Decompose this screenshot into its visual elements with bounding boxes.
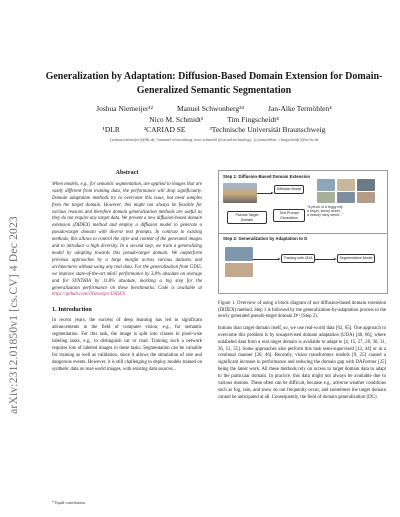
affiliation: ²CARIAD SE xyxy=(143,125,186,134)
arrow xyxy=(314,259,335,260)
left-column xyxy=(52,170,202,373)
abstract-heading: Abstract xyxy=(115,169,139,176)
author-emails: {joshua.niemeijer}@dlr.de, {manuel.schwonberg, nico.schmidt}@cariad.technology, {j.termoehlen, t.fingscheidt}@tu-bs.de xyxy=(109,136,319,142)
arrow xyxy=(253,259,279,260)
author-name: Tim Fingscheidt⁴ xyxy=(227,114,279,124)
arxiv-stamp-text: arXiv:2312.01850v1 [cs.CV] 4 Dec 2023 xyxy=(8,216,20,414)
prompt-examples xyxy=(307,205,383,218)
text-prompt-generation-box: Text Prompt Generation xyxy=(273,209,305,222)
figure-divider xyxy=(219,233,387,234)
source-thumbnail xyxy=(225,263,253,277)
author-name: Nico M. Schmidt³ xyxy=(149,114,204,124)
author-name: Manuel Schwonberg³⁴ xyxy=(176,104,244,113)
generated-image-thumbnail xyxy=(317,192,335,203)
generated-image-thumbnail xyxy=(317,179,335,191)
figure-1 xyxy=(218,170,388,294)
pseudo-target-thumbnail xyxy=(225,247,253,261)
arrow-head xyxy=(271,192,274,194)
section-heading-introduction: 1. Introduction xyxy=(52,306,92,314)
right-column xyxy=(218,170,386,402)
prompt-line: a bright, sunny street, xyxy=(307,209,341,214)
arrow-head xyxy=(278,258,281,260)
generated-image-thumbnail xyxy=(337,192,355,203)
author-name: Joshua Niemeijer¹² xyxy=(96,104,153,113)
diffusion-model-box: Diffusion Model xyxy=(274,185,304,194)
prompt-line: "A photo of a foggy city xyxy=(307,205,343,209)
affiliation: ³Technische Universität Braunschweig xyxy=(209,125,326,134)
affiliation: ¹DLR xyxy=(102,125,120,134)
paper-title: Generalization by Adaptation: Diffusion-Based Domain Extension for Domain-Generalized Semantic Segmentation xyxy=(45,71,383,96)
generated-image-thumbnail xyxy=(357,192,375,203)
figure-caption: Figure 1. Overview of using a block diagram of our diffusion-based domain extension (DIDEX) method. Step 1 is followed by the generalization-by-adaptation process to the newly generated pseudo-target domain Dᵀʸ (Step 2). xyxy=(218,301,386,320)
arrow xyxy=(257,193,272,194)
generated-image-thumbnail xyxy=(357,179,375,191)
author-block xyxy=(40,104,388,143)
abstract-body: When models, e.g., for semantic segmentation, are applied to images that are vastly different from training data, the performance will drop significantly. Domain adaptation methods try to overcome this issue, but need samples from the target domain. However, this might not always be feasible for various reasons and therefore domain generalization methods are useful as they do not require any target data. We present a new diffusion-based domain extension (DIDEX) method and employ a diffusion model to generate a pseudo-target domain with diverse text prompts. In contrast to existing methods, this allows to control the style and content of the generated images and to introduce a high diversity. In a second step, we train a generalizing model by adapting towards this pseudo-target domain. We outperform previous approaches by a large margin across various datasets and architectures without using any real data. For the generalization from GTA5, we improve state-of-the-art mIoU performance by 3.8% absolute on average and for SYNTHIA by 11.8% absolute, marking a big step for the generalization performance on these benchmarks. Code is available at xyxy=(52,181,202,291)
source-image-thumbnail xyxy=(223,183,257,203)
abstract-text xyxy=(52,182,202,299)
training-with-uda-box: Training with UDA xyxy=(281,254,315,263)
arxiv-stamp xyxy=(4,150,24,480)
prompt-line: a heavily rainy street..." xyxy=(307,213,344,218)
code-link[interactable]: https://github.com/JNiemeijer/DIDEX xyxy=(52,292,126,298)
step2-label: Step 2: Generalization by Adaptation to D xyxy=(223,236,308,241)
segmentation-model-box: Segmentation Model xyxy=(337,254,375,263)
step1-label: Step 1: Diffusion-Based Domain Extension xyxy=(223,174,311,179)
generated-image-thumbnail xyxy=(337,179,355,191)
intro-text: In recent years, the success of deep learning has led to significant advancements in the field of computer vision, e.g., for semantic segmentation. For this task, the image is split into classes in pixel-wise labeling tasks, e.g., to distinguish car or road. Training such a network requires lots of labeled images in these tasks. Segmentation can be valuable for training as well as validation, since it allows the simulation of rare and dangerous events. However, it is still challenging to deploy models trained on synthetic data on real-world images, with existing data sources... xyxy=(52,318,202,372)
arrow-head xyxy=(334,258,337,260)
footnote: * Equal contribution. xyxy=(52,500,86,505)
pseudo-target-domain-box: Pseudo Target Domain xyxy=(227,211,267,224)
author-name: Jan-Aike Termöhlen⁴ xyxy=(267,104,332,113)
right-body-text: butions than target domain itself, so, we use real-world data [62, 65]. One approach to overcome this problem is by unsupervised domain adaptation (UDA) [40, 66], where unlabeled data from a real target domain is available to adapt to [4, 15, 27, 28, 30, 31, 36, 51, 55]. Some approaches also perform this task semi-supervised [12, 44] or in a continual manner [20, 46]. Recently, vision transformers models [9, 25] caused a significant increase in performance and reducing the domain gap with DAFormer [25] being the latest work. All these methods rely on access to target domain data to adapt to the particular domain. In practice, this data might not always be available due to various reasons. These often can be difficult, because e.g., adverse weather conditions such as fog, rain, and snow do not frequently occur, and sometimes the target domain cannot be anticipated at all. Consequently, the field of domain generalization (DG) xyxy=(218,325,386,400)
